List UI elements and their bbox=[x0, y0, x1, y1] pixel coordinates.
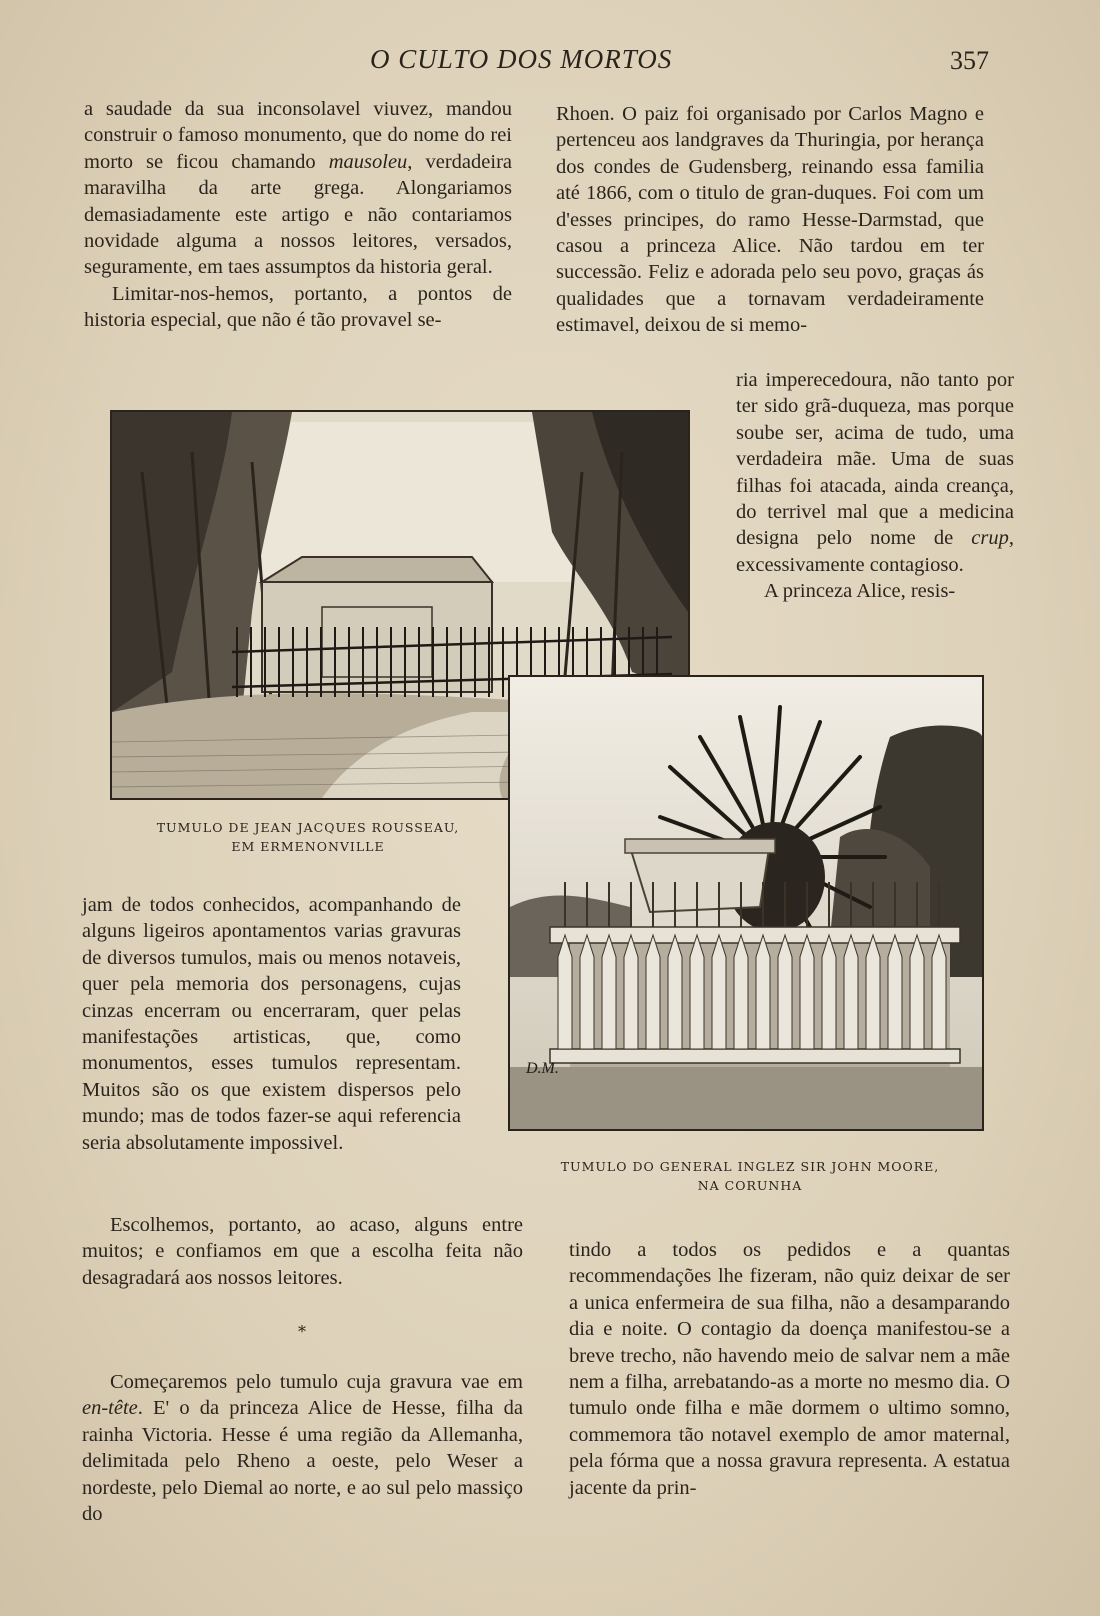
photo-signature: D.M. bbox=[526, 1060, 559, 1077]
paragraph-mausoleu: a saudade da sua inconsolavel viuvez, mandou construir o famoso monumento, que do nome do rei morto se ficou chamando mausoleu, verdadeira maravilha da arte grega. Alongariamos demasiadamente este artigo e não contariamos novidade alguma a nossos leitores, versados, seguramente, em taes assumptos da historia geral. bbox=[84, 98, 512, 279]
paragraph-jam: jam de todos conhecidos, acompanhando de alguns ligeiros apontamentos varias gravuras de diversos tumulos, mais ou menos notaveis, quer pela memoria dos personagens, cujas cinzas encerram ou encerraram, quer pelas manifestações artisticas, que, como monumentos, esses tumulos representam. Muitos são os que existem dispersos pelo mundo; mas de todos fazer-se aqui referencia seria absolutamente impossivel. bbox=[82, 894, 461, 1154]
paragraph-princeza: A princeza Alice, resis- bbox=[764, 580, 956, 603]
paragraph-tindo: tindo a todos os pedidos e a quantas recommendações lhe fizeram, não quiz deixar de ser a unica enfermeira de sua filha, não a desamparando dia e noite. O contagio da doença manifestou-se a breve trecho, não havendo meio de salvar nem a mãe nem a filha, arrebatando-as a morte no mesmo dia. O tumulo onde filha e mãe dormem o ultimo somno, commemora tão notavel exemplo de amor maternal, pela fórma que a nossa gravura representa. A estatua jacente da prin- bbox=[569, 1239, 1010, 1499]
italic-word: mausoleu bbox=[328, 150, 408, 173]
paragraph-limitar: Limitar-nos-hemos, portanto, a pontos de historia especial, que não é tão provavel se- bbox=[84, 282, 512, 332]
page-number: 357 bbox=[950, 46, 989, 75]
left-column-middle-wide bbox=[82, 1212, 523, 1291]
left-column-bottom bbox=[82, 1369, 523, 1527]
italic-word: en-tête bbox=[82, 1397, 138, 1420]
right-column-top bbox=[556, 101, 984, 339]
paragraph-rhoen: Rhoen. O paiz foi organisado por Carlos Magno e pertenceu aos landgraves da Thuringia, por herança dos condes de Gudensberg, reinando essa familia até 1866, com o titulo de gran-duques. Foi com um d'esses principes, do ramo Hesse-Darmstad, que casou a princeza Alice. Não tardou em ter successão. Feliz e adorada pelo seu povo, graças ás qualidades que a tornavam verdadeiramente estimavel, deixou de si memo- bbox=[556, 103, 984, 337]
left-column-middle bbox=[82, 892, 461, 1156]
paragraph-comecaremos: Começaremos pelo tumulo cuja gravura vae em en-tête. E' o da princeza Alice de Hesse, filha da rainha Victoria. Hesse é uma região da Allemanha, delimitada pelo Rheno a oeste, pelo Weser a nordeste, pelo Diemal ao norte, e ao sul pelo massiço do bbox=[82, 1371, 523, 1526]
paragraph-memoria: ria imperecedoura, não tanto por ter sido grã-duqueza, mas porque soube ser, acima de tudo, uma verdadeira mãe. Uma de suas filhas foi atacada, ainda creança, do terrivel mal que a medicina designa pelo nome de crup, excessivamente contagioso. bbox=[736, 369, 1014, 576]
moore-tomb-photograph bbox=[508, 675, 984, 1131]
rousseau-caption: TUMULO DE JEAN JACQUES ROUSSEAU, EM ERMENONVILLE bbox=[156, 820, 460, 854]
paragraph-escolhemos: Escolhemos, portanto, ao acaso, alguns entre muitos; e confiamos em que a escolha feita não desagradará aos nossos leitores. bbox=[82, 1214, 523, 1289]
page-title: O CULTO DOS MORTOS bbox=[370, 44, 673, 74]
right-column-wrap bbox=[736, 367, 1014, 605]
section-separator: * bbox=[298, 1322, 306, 1341]
right-column-bottom bbox=[569, 1237, 1010, 1501]
italic-word: crup bbox=[971, 527, 1009, 550]
left-column-top bbox=[84, 96, 512, 334]
moore-caption: TUMULO DO GENERAL INGLEZ SIR JOHN MOORE, NA CORUNHA bbox=[560, 1159, 940, 1193]
